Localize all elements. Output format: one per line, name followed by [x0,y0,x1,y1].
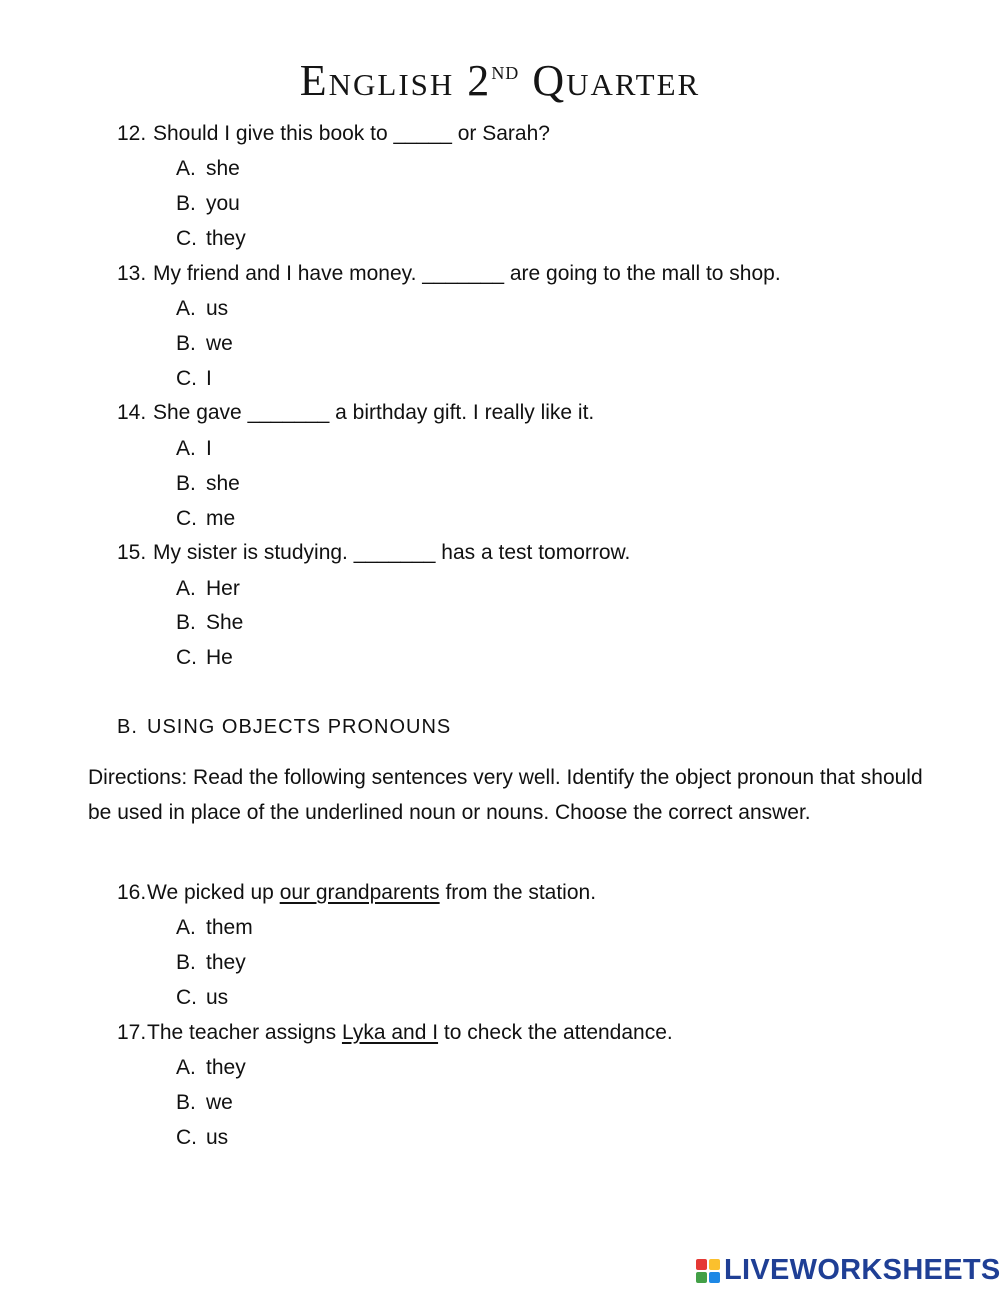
option-letter: C. [176,986,197,1009]
question-text-pre: We picked up [147,881,280,904]
option-text: them [206,916,253,939]
underlined-noun: our grandparents [279,881,440,904]
option-14-a[interactable] [176,436,212,462]
option-text: Her [206,577,240,600]
section-label: B. [117,716,138,738]
question-16 [117,880,596,906]
section-title: USING OBJECTS PRONOUNS [147,716,452,738]
option-letter: A. [176,157,196,180]
section-b-heading [117,714,451,740]
directions: Directions: Read the following sentences very well. Identify the object pronoun that should be used in place of the underlined noun or nouns. Choose the correct answer. [88,766,923,824]
option-13-b[interactable] [176,331,233,357]
option-text: I [206,367,212,390]
title-main: English 2 [299,56,492,105]
question-number: 13. [117,262,147,285]
option-letter: A. [176,1056,196,1079]
question-number: 17. [117,1021,147,1044]
option-text: He [206,646,233,669]
option-15-b[interactable] [176,610,243,636]
option-letter: A. [176,437,196,460]
option-17-a[interactable] [176,1055,246,1081]
option-text: they [206,227,246,250]
title-rest: Quarter [519,56,701,105]
option-15-a[interactable] [176,576,240,602]
question-13 [117,261,781,287]
question-number: 14. [117,401,147,424]
liveworksheets-logo[interactable] [696,1254,1000,1287]
option-text: us [206,986,229,1009]
underlined-noun: Lyka and I [341,1021,439,1044]
option-16-a[interactable] [176,915,253,941]
question-text-post: to check the attendance. [438,1021,673,1044]
option-text: they [206,1056,246,1079]
option-letter: B. [176,1091,196,1114]
question-14 [117,400,594,426]
question-number: 16. [117,881,147,904]
logo-text: LIVEWORKSHEETS [724,1254,1000,1286]
option-text: me [206,507,236,530]
question-15 [117,540,630,566]
option-letter: C. [176,646,197,669]
option-13-a[interactable] [176,296,228,322]
title-superscript: nd [491,56,520,85]
option-12-a[interactable] [176,156,240,182]
option-text: we [206,332,233,355]
option-17-b[interactable] [176,1090,233,1116]
option-letter: B. [176,332,196,355]
option-letter: B. [176,192,196,215]
question-text: Should I give this book to _____ or Sarah? [153,122,550,145]
question-text: My sister is studying. _______ has a test tomorrow. [153,541,631,564]
option-letter: B. [176,611,196,634]
option-text: you [206,192,240,215]
option-letter: C. [176,227,197,250]
option-14-c[interactable] [176,506,235,532]
option-12-b[interactable] [176,191,240,217]
option-letter: C. [176,367,197,390]
option-letter: B. [176,951,196,974]
page-title [0,55,1000,106]
option-text: us [206,1126,229,1149]
option-14-b[interactable] [176,471,240,497]
option-13-c[interactable] [176,366,212,392]
option-text: us [206,297,229,320]
option-letter: C. [176,1126,197,1149]
question-text: My friend and I have money. _______ are going to the mall to shop. [153,262,781,285]
question-12 [117,121,550,147]
question-text-pre: The teacher assigns [147,1021,342,1044]
option-letter: A. [176,297,196,320]
liveworksheets-logo-icon [696,1259,720,1283]
option-letter: B. [176,472,196,495]
option-16-c[interactable] [176,985,228,1011]
question-text-post: from the station. [439,881,597,904]
option-17-c[interactable] [176,1125,228,1151]
option-16-b[interactable] [176,950,246,976]
question-text: She gave _______ a birthday gift. I really like it. [153,401,595,424]
option-text: She [206,611,244,634]
option-letter: A. [176,916,196,939]
question-number: 12. [117,122,147,145]
question-17 [117,1020,673,1046]
option-text: they [206,951,246,974]
option-text: she [206,472,240,495]
option-letter: A. [176,577,196,600]
option-letter: C. [176,507,197,530]
option-12-c[interactable] [176,226,246,252]
question-number: 15. [117,541,147,564]
option-text: we [206,1091,233,1114]
option-text: she [206,157,240,180]
option-text: I [206,437,212,460]
option-15-c[interactable] [176,645,233,671]
